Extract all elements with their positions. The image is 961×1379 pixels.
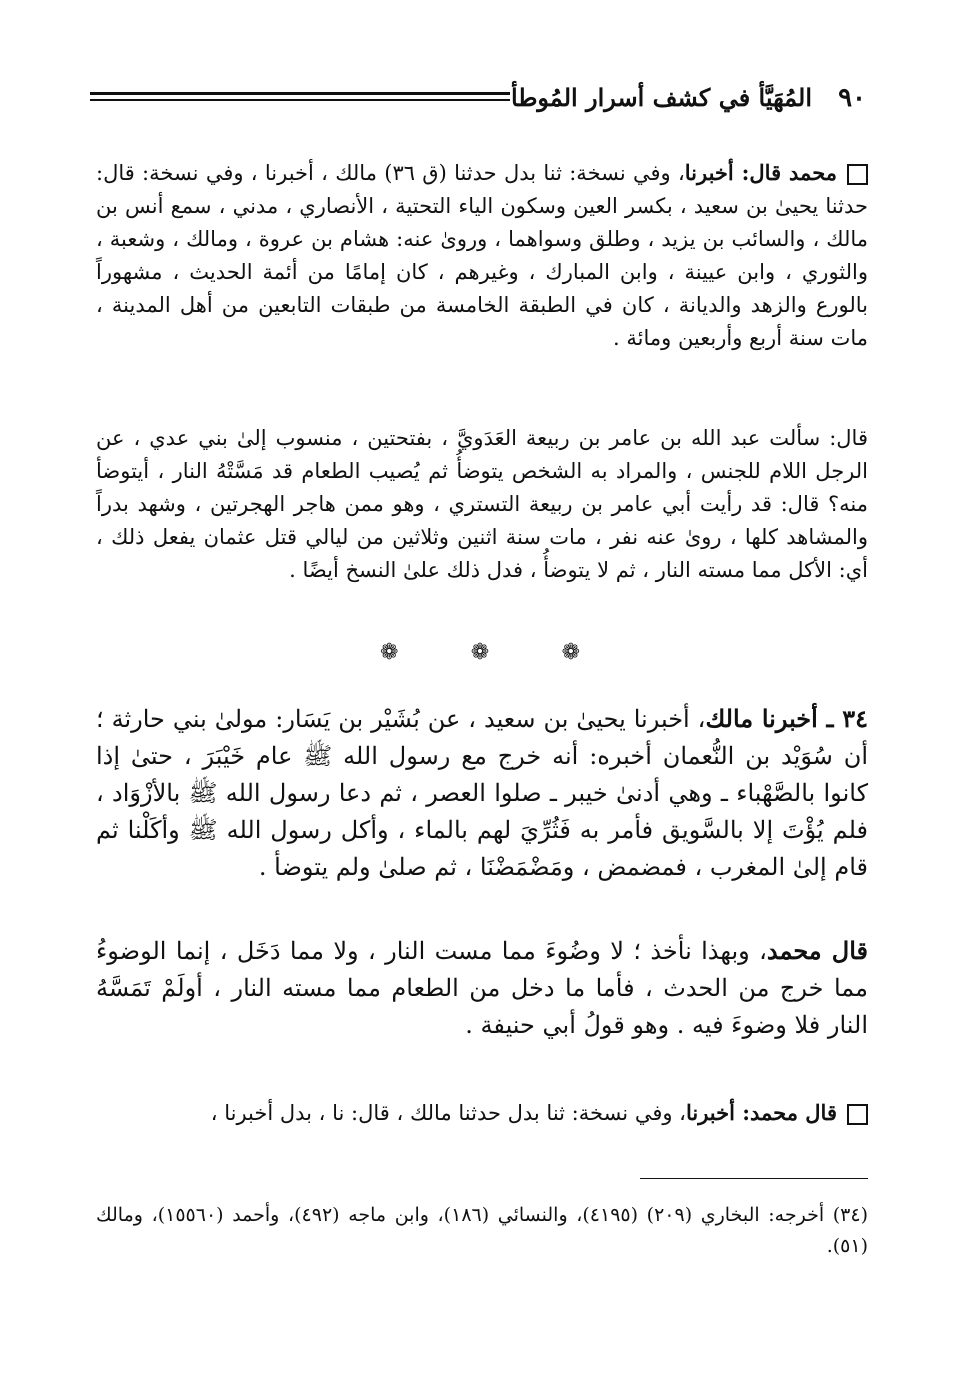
commentary-lead: قال محمد: أخبرنا xyxy=(685,1100,837,1125)
book-title: المُهَيَّأ في كشف أسرار المُوطأ xyxy=(511,83,812,112)
section-separator xyxy=(380,640,580,665)
hadith-lead: ٣٤ ـ أخبرنا مالك xyxy=(705,704,868,733)
header-rule xyxy=(90,99,510,101)
star-ornament-icon: ❁ xyxy=(561,640,580,665)
star-ornament-icon: ❁ xyxy=(380,640,399,665)
saying-paragraph xyxy=(96,932,868,1044)
commentary-paragraph xyxy=(96,1096,868,1130)
commentary-text: ، وفي نسخة: ثنا بدل حدثنا مالك ، قال: نا ، بدل أخبرنا ، xyxy=(210,1101,686,1125)
footnote-divider xyxy=(640,1178,868,1179)
square-marker-icon xyxy=(847,1104,868,1125)
footnote-text: (٣٤) أخرجه: البخاري (٢٠٩) (٤١٩٥)، والنسائي (١٨٦)، وابن ماجه (٤٩٢)، وأحمد (١٥٥٦٠)، ومالك (٥١). xyxy=(96,1204,868,1257)
star-ornament-icon: ❁ xyxy=(470,640,490,665)
footnote xyxy=(96,1200,868,1262)
commentary-paragraph xyxy=(96,422,868,587)
saying-lead: قال محمد xyxy=(766,936,868,965)
commentary-text: ، وفي نسخة: ثنا بدل حدثنا (ق ٣٦) مالك ، أخبرنا ، وفي نسخة: قال: حدثنا يحيىٰ بن سعيد ، بكسر العين وسكون الياء التحتية ، الأنصاري ، مدني ، سمع أنس بن مالك ، والسائب بن يزيد ، وطلق وسواهما ، وروىٰ عنه: هشام بن عروة ، ومالك ، وشعبة ، والثوري ، وابن عيينة ، وابن المبارك ، وغيرهم ، كان إمامًا من أئمة الحديث ، مشهوراً بالورع والزهد والديانة ، كان في الطبقة الخامسة من طبقات التابعين من أهل المدينة ، مات سنة أربع وأربعين ومائة . xyxy=(96,161,868,350)
commentary-paragraph xyxy=(96,156,868,355)
hadith-paragraph xyxy=(96,700,868,886)
page-header xyxy=(90,78,866,118)
header-rule xyxy=(90,92,510,95)
page-number: ٩٠ xyxy=(838,83,866,113)
saying-text: ، وبهذا نأخذ ؛ لا وضُوءَ مما مست النار ، ولا مما دَخَل ، إنما الوضوءُ مما خرج من الحدث ، فأما ما دخل من الطعام مما مسته النار ، أولَمْ تَمَسَّهُ النار فلا وضوءَ فيه . وهو قولُ أبي حنيفة . xyxy=(96,937,869,1039)
commentary-text: قال: سألت عبد الله بن عامر بن ربيعة العَدَويَّ ، بفتحتين ، منسوب إلىٰ بني عدي ، عن الرجل اللام للجنس ، والمراد به الشخص يتوضأُ ثم يُصيب الطعام قد مَسَّتْهُ النار ، أيتوضأ منه؟ قال: قد رأيت أبي عامر بن ربيعة التستري ، وهو ممن هاجر الهجرتين ، وشهد بدراً والمشاهد كلها ، روىٰ عنه نفر ، مات سنة اثنين وثلاثين من ليالي قتل عثمان يفعل ذلك ، أي: الأكل مما مسته النار ، ثم لا يتوضأُ ، فدل ذلك علىٰ النسخ أيضًا . xyxy=(96,426,868,582)
square-marker-icon xyxy=(847,164,868,185)
commentary-lead: محمد قال: أخبرنا xyxy=(684,160,837,185)
hadith-text: ، أخبرنا يحيىٰ بن سعيد ، عن بُشَيْر بن يَسَار: مولىٰ بني حارثة ؛ أن سُوَيْد بن النُّعمان أخبره: أنه خرج مع رسول الله ﷺ عام خَيْبَرَ ، حتىٰ إذا كانوا بالصَّهْباء ـ وهي أدنىٰ خيبر ـ صلوا العصر ، ثم دعا رسول الله ﷺ بالأزْوَاد ، فلم يُؤْتَ إلا بالسَّويق فأمر به فَثُرِّيَ لهم بالماء ، وأكل رسول الله ﷺ وأكَلْنا ثم قام إلىٰ المغرب ، فمضمض ، ومَضْمَضْنَا ، ثم صلىٰ ولم يتوضأ . xyxy=(96,705,868,881)
